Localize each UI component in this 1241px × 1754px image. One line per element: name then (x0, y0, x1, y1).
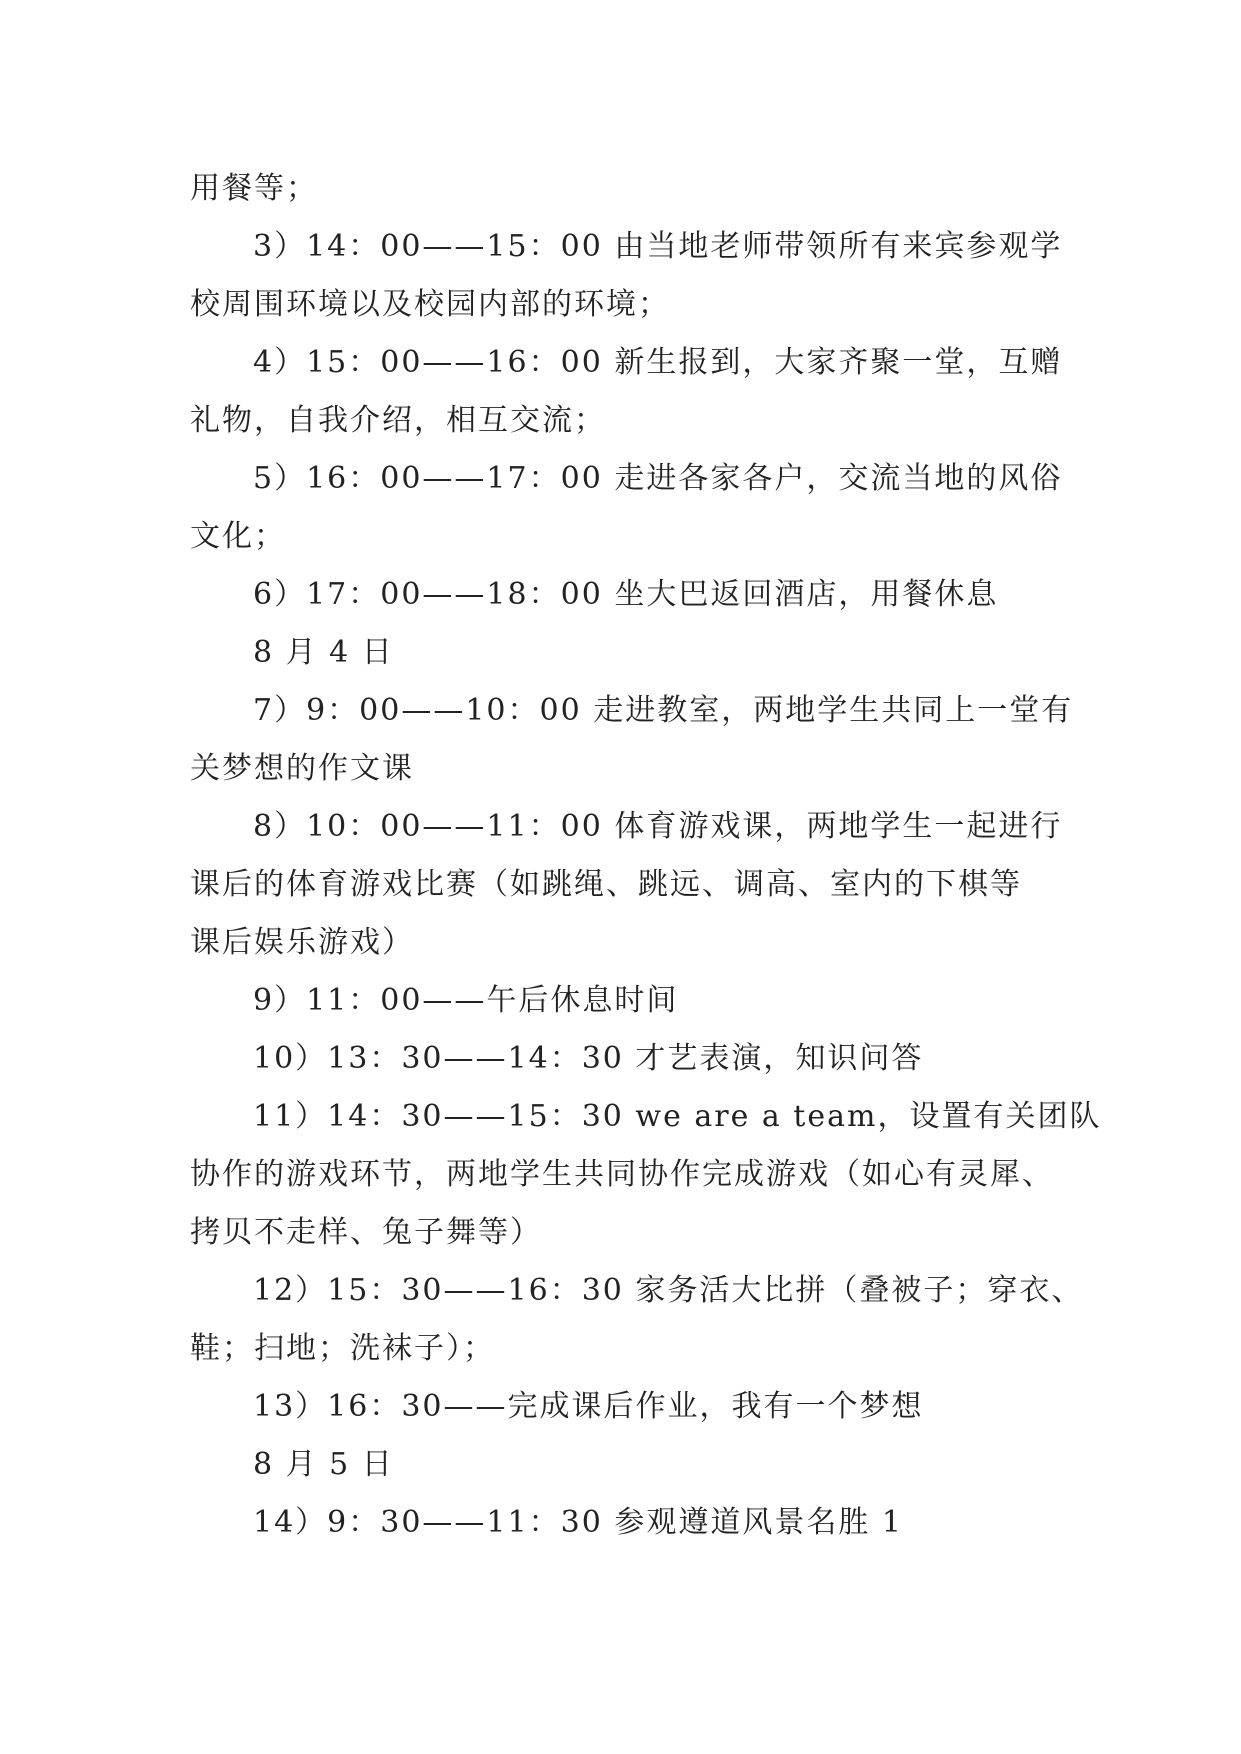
text-line: 10）13：30——14：30 才艺表演，知识问答 (253, 1041, 924, 1076)
text-line: 校周围环境以及校园内部的环境； (190, 287, 670, 322)
text-line: 拷贝不走样、兔子舞等） (190, 1215, 542, 1250)
text-line: 9）11：00——午后休息时间 (253, 983, 679, 1018)
text-line: 课后娱乐游戏） (190, 925, 414, 960)
text-line: 关梦想的作文课 (190, 751, 414, 786)
text-line: 文化； (190, 519, 286, 554)
document-body (190, 160, 1102, 1552)
text-line: 8）10：00——11：00 体育游戏课，两地学生一起进行 (253, 809, 1063, 844)
text-line: 5）16：00——17：00 走进各家各户，交流当地的风俗 (253, 461, 1063, 496)
date-heading: 8 月 5 日 (253, 1447, 394, 1482)
text-line: 14）9：30——11：30 参观遵道风景名胜 1 (253, 1505, 903, 1540)
text-line: 12）15：30——16：30 家务活大比拼（叠被子；穿衣、 (253, 1273, 1084, 1308)
text-line: 4）15：00——16：00 新生报到，大家齐聚一堂，互赠 (253, 345, 1063, 380)
text-line: 7）9：00——10：00 走进教室，两地学生共同上一堂有 (253, 693, 1074, 728)
text-line: 11）14：30——15：30 we are a team，设置有关团队 (253, 1099, 1102, 1134)
text-line: 用餐等； (190, 171, 318, 206)
text-line: 协作的游戏环节，两地学生共同协作完成游戏（如心有灵犀、 (190, 1157, 1054, 1192)
text-line: 13）16：30——完成课后作业，我有一个梦想 (253, 1389, 924, 1424)
text-line: 鞋；扫地；洗袜子）； (190, 1331, 495, 1366)
text-line: 课后的体育游戏比赛（如跳绳、跳远、调高、室内的下棋等 (190, 867, 1022, 902)
date-heading: 8 月 4 日 (253, 635, 394, 670)
text-line: 3）14：00——15：00 由当地老师带领所有来宾参观学 (253, 229, 1063, 264)
text-line: 礼物，自我介绍，相互交流； (190, 403, 606, 438)
text-line: 6）17：00——18：00 坐大巴返回酒店，用餐休息 (253, 577, 999, 612)
